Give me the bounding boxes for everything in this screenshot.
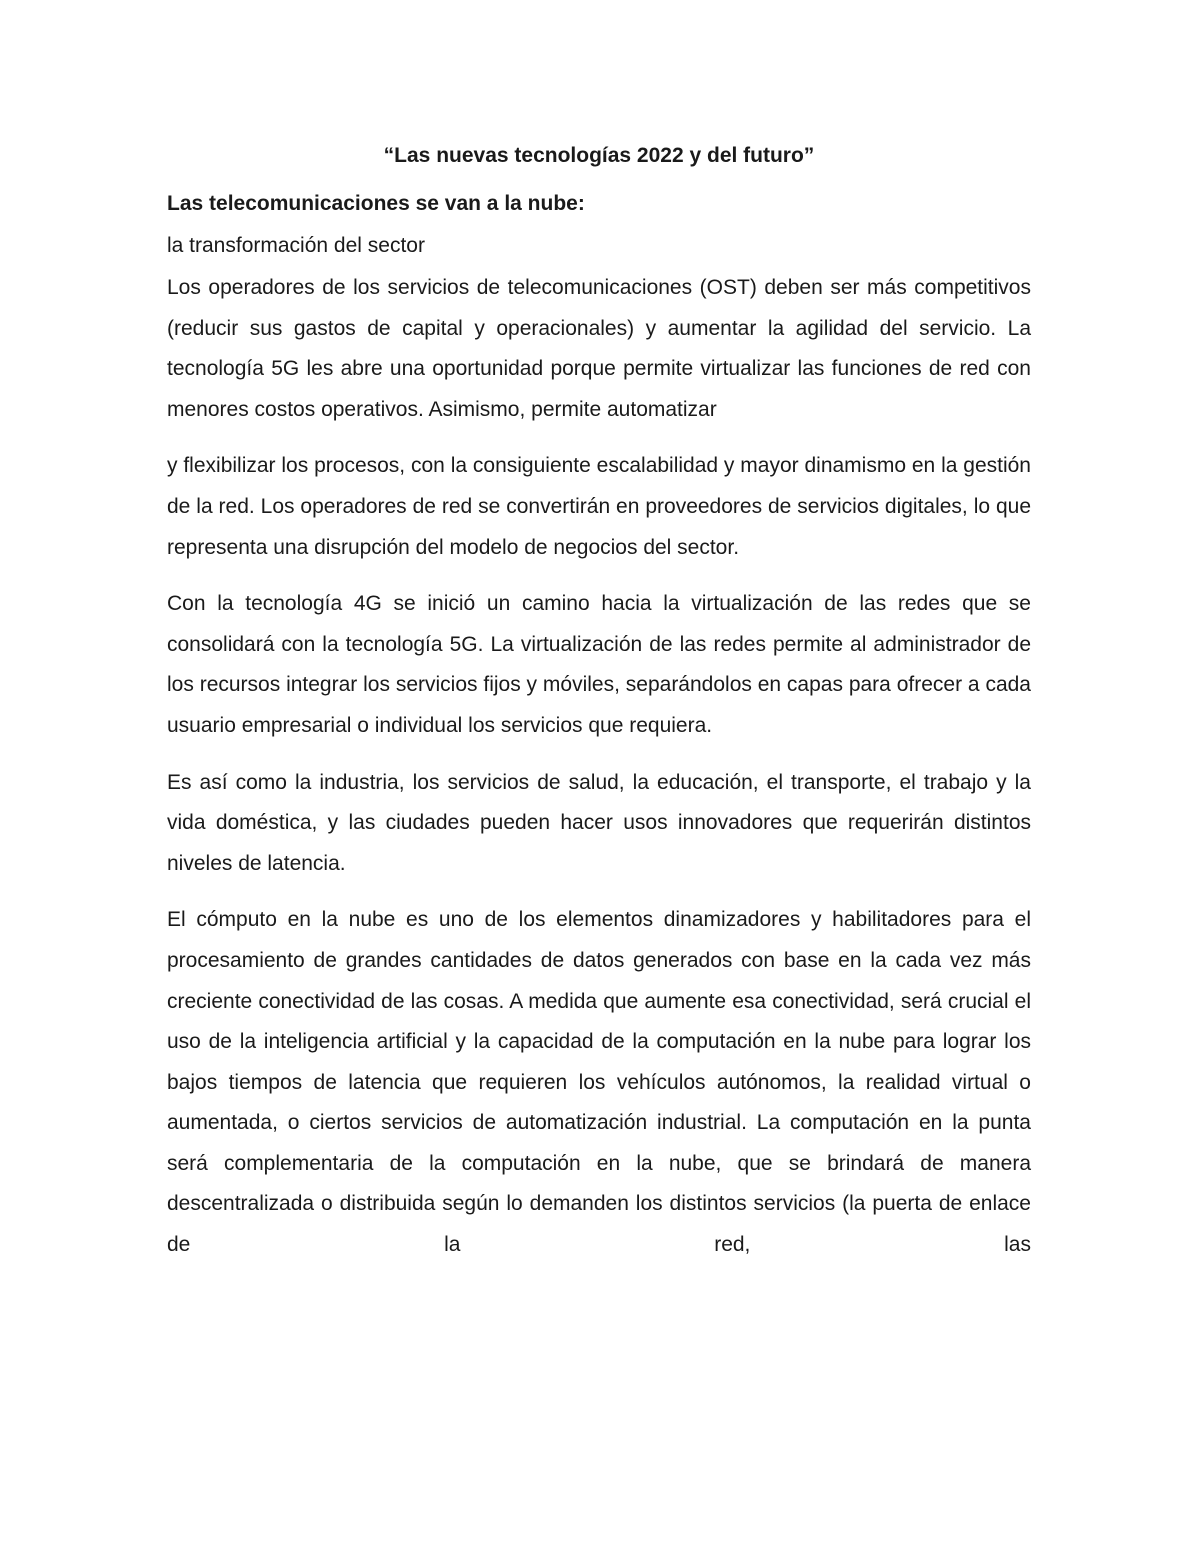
document-title: “Las nuevas tecnologías 2022 y del futuro” [383,144,815,167]
section-heading: Las telecomunicaciones se van a la nube: [167,192,585,215]
document-body [167,136,1031,1266]
paragraph-4: Es así como la industria, los servicios de salud, la educación, el transporte, el trabajo y la vida doméstica, y las ciudades pueden hacer usos innovadores que requerirán distintos niveles de latencia. [167,770,1031,875]
paragraph-3: Con la tecnología 4G se inició un camino hacia la virtualización de las redes que se consolidará con la tecnología 5G. La virtualización de las redes permite al administrador de los recursos integrar los servicios fijos y móviles, separándolos en capas para ofrecer a cada usuario empresarial o individual los servicios que requiera. [167,592,1031,737]
paragraph-5: El cómputo en la nube es uno de los elementos dinamizadores y habilitadores para el procesamiento de grandes cantidades de datos generados con base en la cada vez más creciente conectividad de las cosas. A medida que aumente esa conectividad, será crucial el uso de la inteligencia artificial y la capacidad de la computación en la nube para lograr los bajos tiempos de latencia que requieren los vehículos autónomos, la realidad virtual o aumentada, o ciertos servicios de automatización industrial. La computación en la punta será complementaria de la computación en la nube, que se brindará de manera descentralizada o distribuida según lo demanden los distintos servicios (la puerta de enlace de la red, las [167,908,1031,1257]
paragraph-2: y flexibilizar los procesos, con la consiguiente escalabilidad y mayor dinamismo en la gestión de la red. Los operadores de red se convertirán en proveedores de servicios digitales, lo que representa una disrupción del modelo de negocios del sector. [167,454,1031,559]
paragraph-1: Los operadores de los servicios de telecomunicaciones (OST) deben ser más competitivos (reducir sus gastos de capital y operacionales) y aumentar la agilidad del servicio. La tecnología 5G les abre una oportunidad porque permite virtualizar las funciones de red con menores costos operativos. Asimismo, permite automatizar [167,276,1031,421]
section-subheading: la transformación del sector [167,234,425,257]
